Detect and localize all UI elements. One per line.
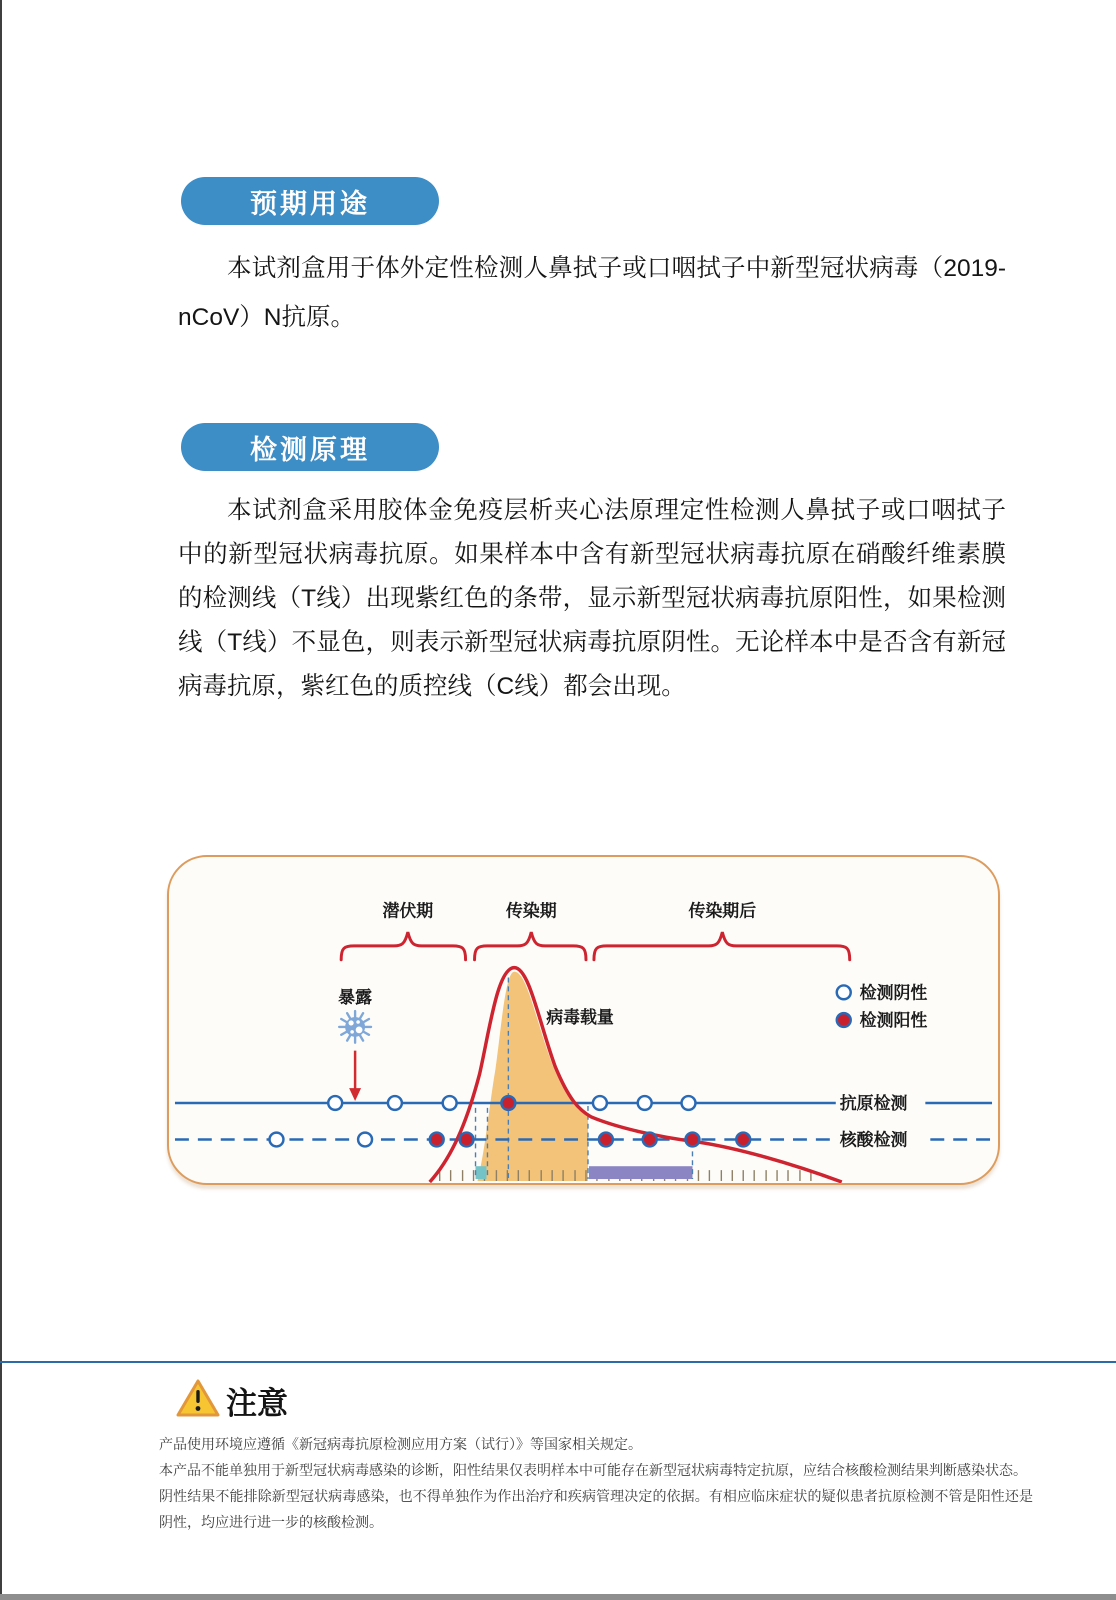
- section-header-intended-use: [181, 177, 439, 225]
- intended-use-paragraph: 本试剂盒用于体外定性检测人鼻拭子或口咽拭子中新型冠状病毒（2019-nCoV）N抗原。: [178, 255, 1006, 331]
- post-infectious-brace: [594, 932, 850, 960]
- notice-title: 注意: [226, 1386, 288, 1421]
- principle-paragraph: 本试剂盒采用胶体金免疫层析夹心法原理定性检测人鼻拭子或口咽拭子中的新型冠状病毒抗原。如果样本中含有新型冠状病毒抗原在硝酸纤维素膜的检测线（T线）出现紫红色的条带，显示新型冠状病毒抗原阳性，如果检测线（T线）不显色，则表示新型冠状病毒抗原阴性。无论样本中是否含有新冠病毒抗原，紫红色的质控线（C线）都会出现。: [178, 497, 1006, 700]
- legend: [837, 982, 928, 1030]
- purple-period-segment: [589, 1166, 693, 1179]
- viral-load-label: 病毒载量: [546, 1008, 614, 1027]
- infectious-brace: [475, 932, 586, 960]
- phase-label-infectious: 传染期: [505, 901, 557, 921]
- incubation-brace: [341, 932, 465, 960]
- teal-period-segment: [476, 1166, 487, 1179]
- phase-label-post-infectious: 传染期后: [688, 901, 757, 921]
- section-title: 检测原理: [250, 434, 370, 465]
- section-title: 预期用途: [250, 188, 370, 219]
- exposure-arrow: [349, 1051, 361, 1101]
- phase-label-incubation: 潜伏期: [382, 901, 434, 921]
- notice-paragraph: 阴性结果不能排除新型冠状病毒感染，也不得单独作为作出治疗和疾病管理决定的依据。有相应临床症状的疑似患者抗原检测不管是阳性还是阴性，均应进行进一步的核酸检测。: [159, 1488, 1033, 1530]
- warning-icon: [175, 1377, 221, 1419]
- notice-paragraph: 本产品不能单独用于新型冠状病毒感染的诊断，阳性结果仅表明样本中可能存在新型冠状病毒特定抗原，应结合核酸检测结果判断感染状态。: [159, 1462, 1027, 1478]
- virus-icon: [339, 1011, 371, 1043]
- antigen-test-label: 抗原检测: [839, 1093, 908, 1113]
- notice-divider-line: [0, 1361, 1116, 1363]
- exposure-label: 暴露: [338, 988, 373, 1008]
- page-bottom-bar: [0, 1594, 1116, 1600]
- legend-positive-icon: [837, 1013, 851, 1027]
- notice-paragraph: 产品使用环境应遵循《新冠病毒抗原检测应用方案（试行）》等国家相关规定。: [159, 1436, 642, 1452]
- section-header-principle: [181, 423, 439, 471]
- legend-negative-label: 检测阴性: [859, 983, 928, 1003]
- viral-load-diagram: [169, 857, 998, 1183]
- notice-body: [159, 1431, 1033, 1535]
- legend-positive-label: 检测阳性: [859, 1010, 928, 1030]
- page-left-edge-line: [0, 0, 2, 1600]
- viral-load-diagram-card: [167, 855, 1000, 1185]
- nucleic-acid-test-label: 核酸检测: [839, 1130, 908, 1150]
- legend-negative-icon: [837, 985, 851, 999]
